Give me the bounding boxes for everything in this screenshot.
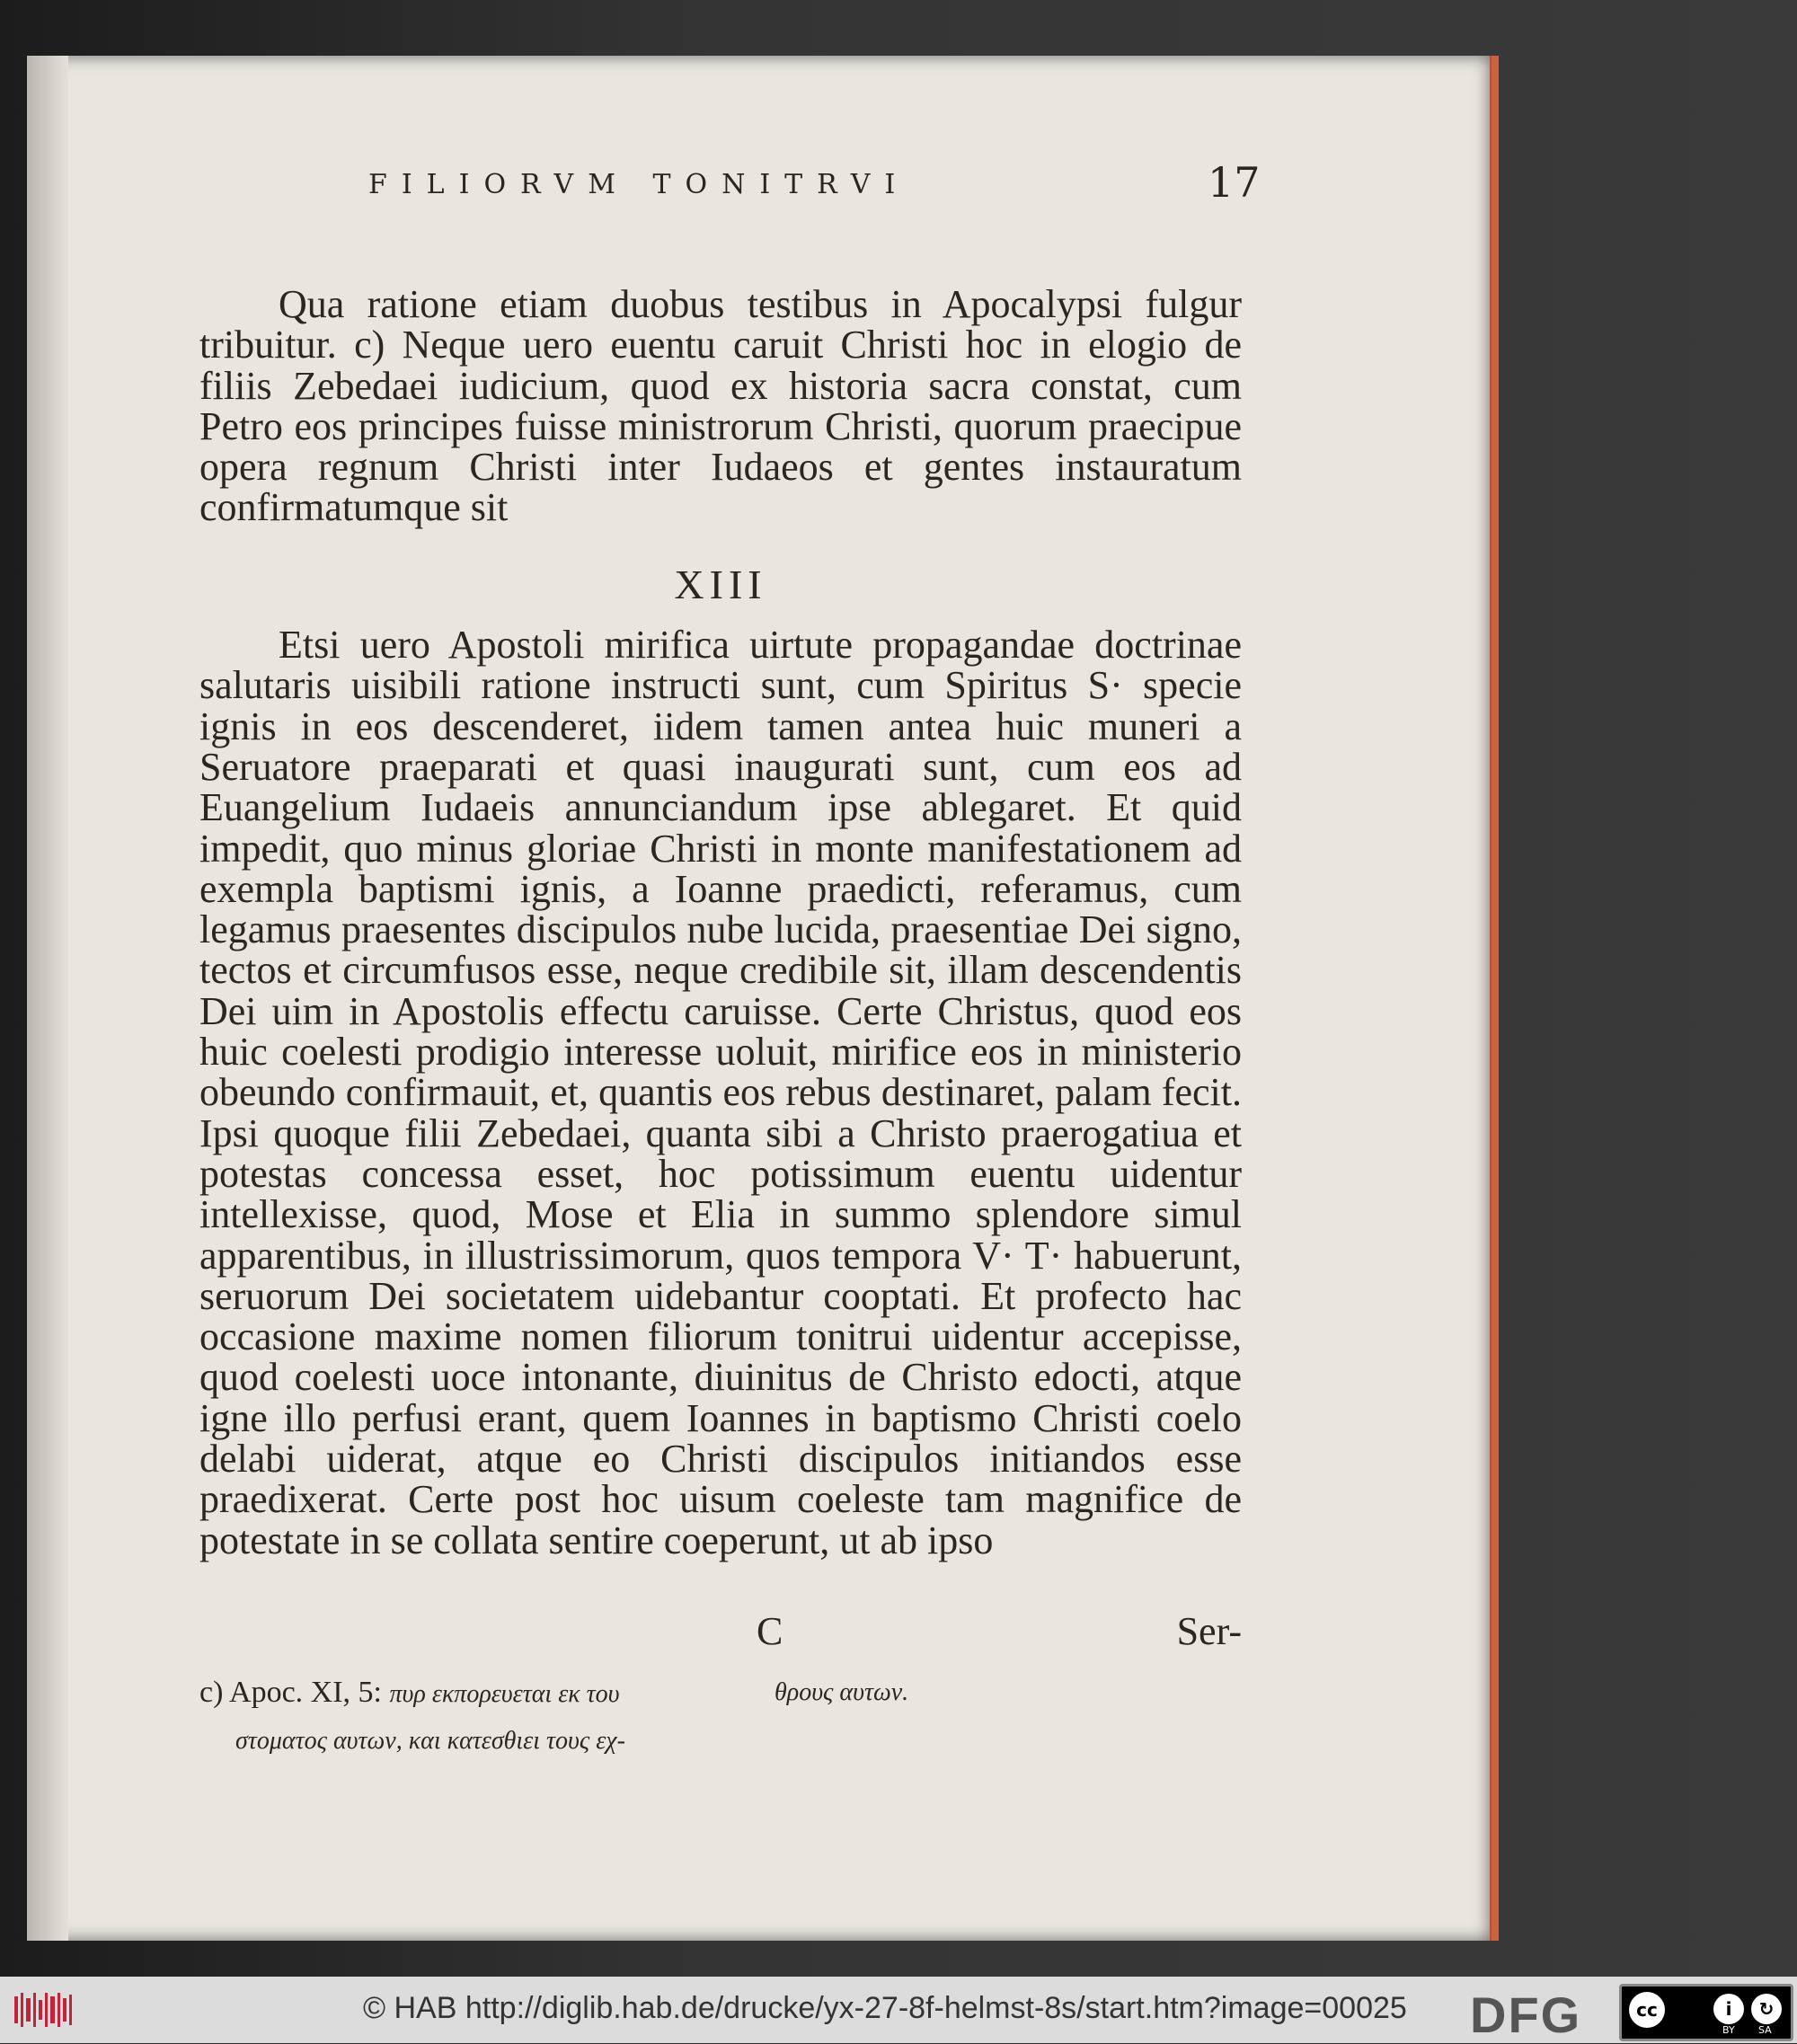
signature-line (199, 1608, 1242, 1653)
section-heading: XIII (674, 561, 767, 607)
page-number: 17 (1208, 158, 1261, 207)
footnote (199, 1669, 1242, 1765)
cc-icon: cc (1629, 1992, 1665, 2028)
footnote-greek-2: στοματος αυτων, και κατεσθιει τους εχ- (235, 1727, 625, 1755)
catchword: Ser- (1176, 1609, 1242, 1653)
paragraph-2: Etsi uero Apostoli mirifica uirtute propagandae doctrinae salutaris uisibili ratione instructi sunt, cum Spiritus S· specie ignis in eos descenderet, iidem tamen antea huic muneri a Seruatore praeparati et quasi inaugurati sunt, cum eos ad Euangelium Iudaeis annunciandum ipse ablegaret. Et quid impedit, quo minus gloriae Christi in monte manifestationem ad exempla baptismi ignis, a Ioanne praedicti, referamus, cum legamus praesentes discipulos nube lucida, praesentiae Dei signo, tectos et circumfusos esse, neque credibile sit, illam descendentis Dei uim in Apostolis effectu caruisse. Certe Christus, quod eos huic coelesti prodigio interesse uoluit, mirifice eos in ministerio obeundo confirmauit, et, quantis eos rebus destinaret, palam fecit. Ipsi quoque filii Zebedaei, quanta sibi a Christo praerogatiua et potestas concessa esset, hoc potissimum euentu uidentur intellexisse, quod, Mose et Elia in summo splendore simul apparentibus, in illustrissimorum, quos tempora V· T· habuerunt, seruorum Dei societatem uidebantur cooptati. Et profecto hac occasione maxime nomen filiorum tonitrui uidentur accepisse, quod coelesti uoce intonante, diuinitus de Christo edocti, atque igne illo perfusi erant, quem Ioannes in baptismo Christi coelo delabi uiderat, atque eo Christi discipulos initiandos esse praedixerat. Certe post hoc uisum coeleste tam magnifice de potestate in se collata sentire coeperunt, ut ab ipso (199, 623, 1242, 1562)
paragraph-1: Qua ratione etiam duobus testibus in Apocalypsi fulgur tribuitur. c) Neque uero euentu caruit Christi hoc in elogio de filiis Zebedaei iudicium, quod ex historia sacra constat, cum Petro eos principes fuisse ministrorum Christi, quorum praecipue opera regnum Christi inter Iudaeos et gentes instauratum confirmatumque sit (199, 282, 1242, 530)
license-by-label: BY (1722, 2024, 1735, 2036)
main-text (199, 284, 1242, 1561)
footnote-greek-3: θρους αυτων. (775, 1678, 909, 1706)
signature-mark: C (757, 1609, 783, 1653)
creative-commons-icon[interactable] (1619, 1984, 1793, 2041)
hab-barcode-icon[interactable] (13, 1989, 75, 2031)
footnote-line-1 (199, 1669, 1242, 1718)
by-icon: i (1713, 1994, 1744, 2024)
license-sa-label: SA (1758, 2024, 1772, 2036)
running-head: FILIORVM TONITRVI (368, 169, 910, 200)
viewer-footer (0, 1977, 1797, 2043)
copyright-link[interactable]: © HAB http://diglib.hab.de/drucke/yx-27-8f-helmst-8s/start.htm?image=00025 (363, 1991, 1407, 2025)
sa-icon: ↻ (1751, 1994, 1782, 2024)
page-gutter (27, 56, 68, 1941)
dfg-logo[interactable]: DFG (1470, 1986, 1582, 2043)
footnote-reference: c) Apoc. XI, 5: (199, 1676, 383, 1709)
footnote-greek-1: πυρ εκπορευεται εκ του (389, 1680, 620, 1708)
